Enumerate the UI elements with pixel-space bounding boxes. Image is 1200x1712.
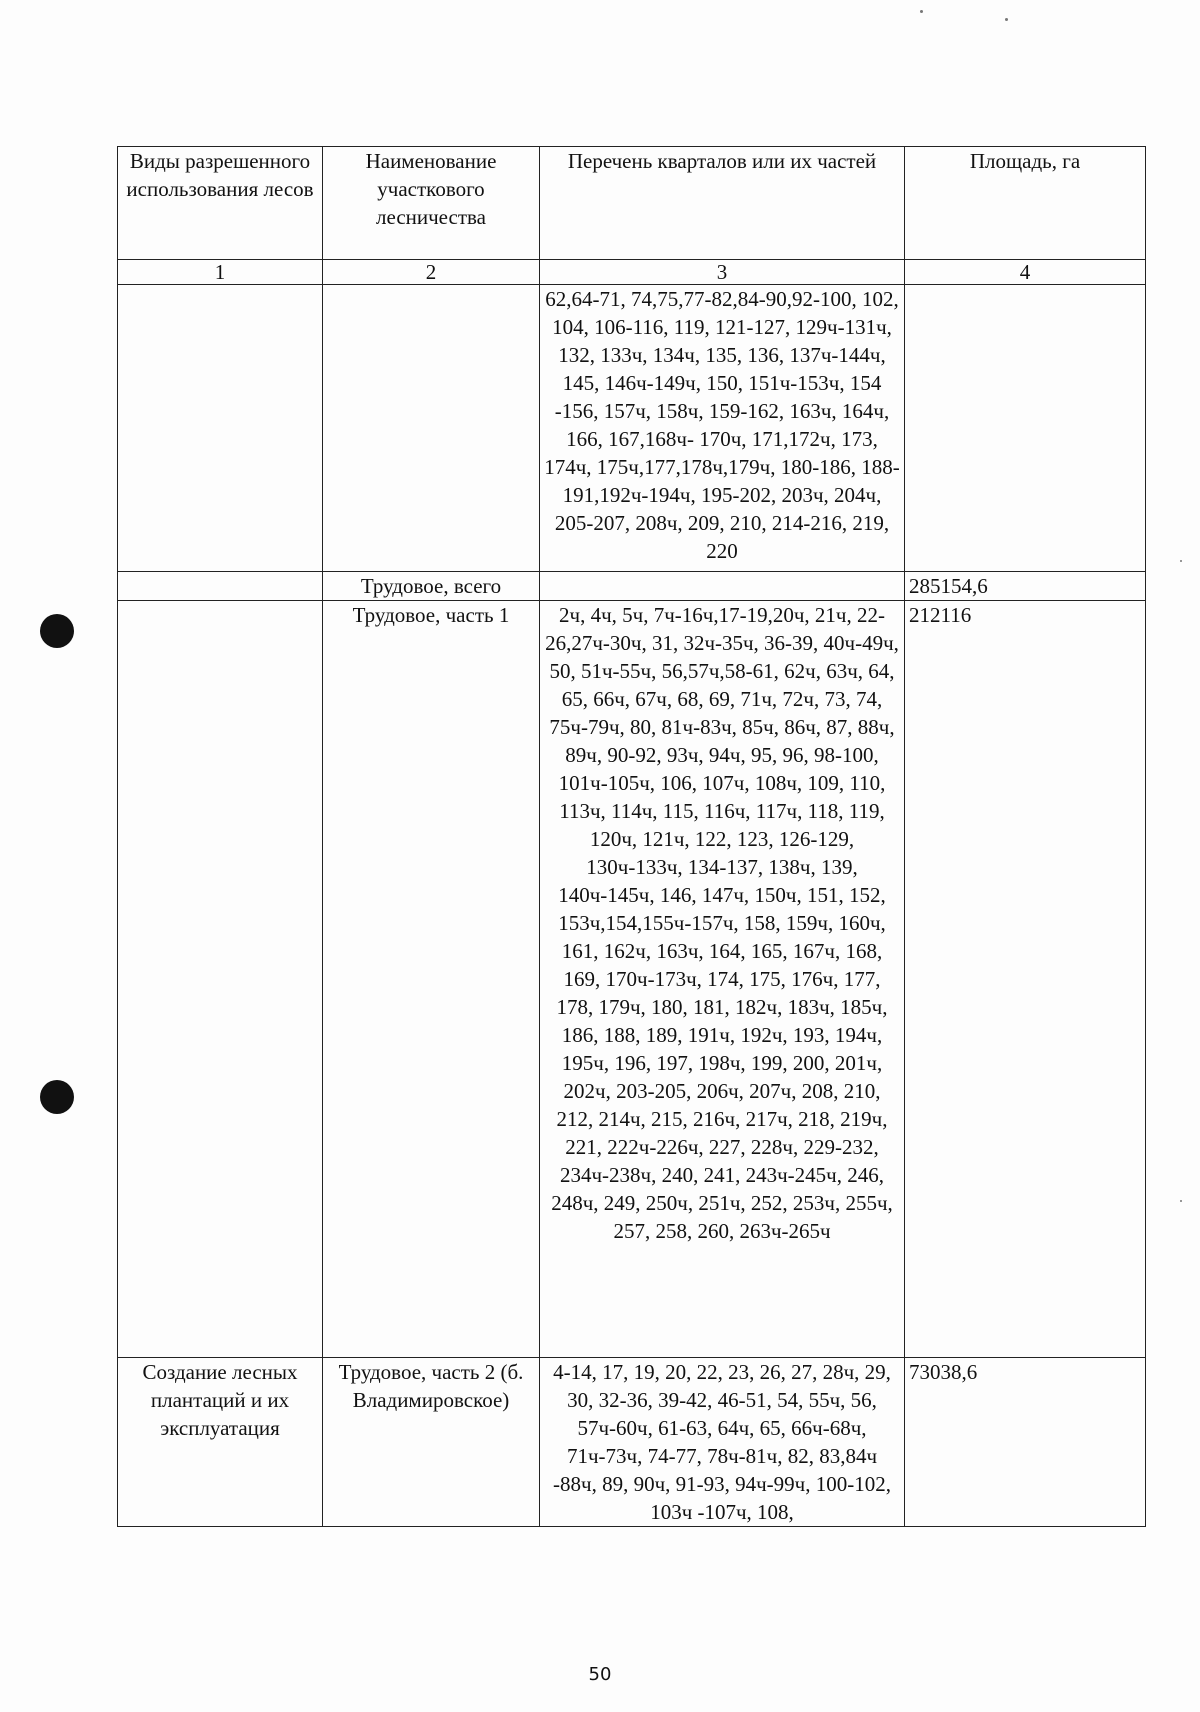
scan-speck [1005,18,1008,21]
forestry-name-cell: Трудовое, часть 2 (б. Владимировское) [323,1358,540,1527]
forestry-name-cell: Трудовое, всего [323,572,540,601]
forestry-name-cell [323,285,540,572]
forest-use-table [117,146,1146,1527]
table-row [118,285,1146,572]
scan-speck [1180,560,1182,562]
quarters-text: 4-14, 17, 19, 20, 22, 23, 26, 27, 28ч, 29, 30, 32-36, 39-42, 46-51, 54, 55ч, 56, 57ч-60ч, 61-63, 64ч, 65, 66ч-68ч, 71ч-73ч, 74-77, 78ч-81ч, 82, 83,84ч -88ч, 89, 90ч, 91-93, 94ч-99ч, 100-102, 103ч -107ч, 108, [553,1360,891,1524]
table-header-row [118,147,1146,260]
quarters-text: 2ч, 4ч, 5ч, 7ч-16ч,17-19,20ч, 21ч, 22-26,27ч-30ч, 31, 32ч-35ч, 36-39, 40ч-49ч, 50, 51ч-55ч, 56,57ч,58-61, 62ч, 63ч, 64, 65, 66ч, 67ч, 68, 69, 71ч, 72ч, 73, 74, 75ч-79ч, 80, 81ч-83ч, 85ч, 86ч, 87, 88ч, 89ч, 90-92, 93ч, 94ч, 95, 96, 98-100, 101ч-105ч, 106, 107ч, 108ч, 109, 110, 113ч, 114ч, 115, 116ч, 117ч, 118, 119, 120ч, 121ч, 122, 123, 126-129, 130ч-133ч, 134-137, 138ч, 139, 140ч-145ч, 146, 147ч, 150ч, 151, 152, 153ч,154,155ч-157ч, 158, 159ч, 160ч, 161, 162ч, 163ч, 164, 165, 167ч, 168, 169, 170ч-173ч, 174, 175, 176ч, 177, 178, 179ч, 180, 181, 182ч, 183ч, 185ч, 186, 188, 189, 191ч, 192ч, 193, 194ч, 195ч, 196, 197, 198ч, 199, 200, 201ч, 202ч, 203-205, 206ч, 207ч, 208, 210, 212, 214ч, 215, 216ч, 217ч, 218, 219ч, 221, 222ч-226ч, 227, 228ч, 229-232, 234ч-238ч, 240, 241, 243ч-245ч, 246, 248ч, 249, 250ч, 251ч, 252, 253ч, 255ч, 257, 258, 260, 263ч-265ч [545,603,899,1243]
quarters-text: 62,64-71, 74,75,77-82,84-90,92-100, 102, 104, 106-116, 119, 121-127, 129ч-131ч, 132, 133ч, 134ч, 135, 136, 137ч-144ч, 145, 146ч-149ч, 150, 151ч-153ч, 154 -156, 157ч, 158ч, 159-162, 163ч, 164ч, 166, 167,168ч- 170ч, 171,172ч, 173, 174ч, 175ч,177,178ч,179ч, 180-186, 188-191,192ч-194ч, 195-202, 203ч, 204ч, 205-207, 208ч, 209, 210, 214-216, 219, 220 [544,287,900,563]
table-row [118,1358,1146,1527]
column-number: 2 [323,260,540,285]
area-cell: 285154,6 [905,572,1146,601]
quarters-cell [540,1358,905,1527]
quarters-cell [540,601,905,1358]
header-forestry-name: Наименование участкового лесничества [323,147,540,260]
header-area: Площадь, га [905,147,1146,260]
use-type-cell [118,285,323,572]
column-number: 4 [905,260,1146,285]
forestry-name-cell: Трудовое, часть 1 [323,601,540,1358]
header-quarters-list: Перечень кварталов или их частей [540,147,905,260]
scan-speck [1180,1200,1182,1202]
table-row [118,601,1146,1358]
area-cell: 73038,6 [905,1358,1146,1527]
use-type-cell [118,572,323,601]
column-number: 3 [540,260,905,285]
page-number: 50 [588,1664,612,1685]
use-type-cell: Создание лесных плантаций и их эксплуатация [118,1358,323,1527]
quarters-cell [540,285,905,572]
punch-hole [40,1080,74,1114]
quarters-cell [540,572,905,601]
use-type-cell [118,601,323,1358]
area-cell: 212116 [905,601,1146,1358]
area-cell [905,285,1146,572]
scan-speck [920,10,923,13]
table-row [118,572,1146,601]
header-use-type: Виды разрешенного использования лесов [118,147,323,260]
punch-hole [40,614,74,648]
column-number: 1 [118,260,323,285]
column-number-row [118,260,1146,285]
